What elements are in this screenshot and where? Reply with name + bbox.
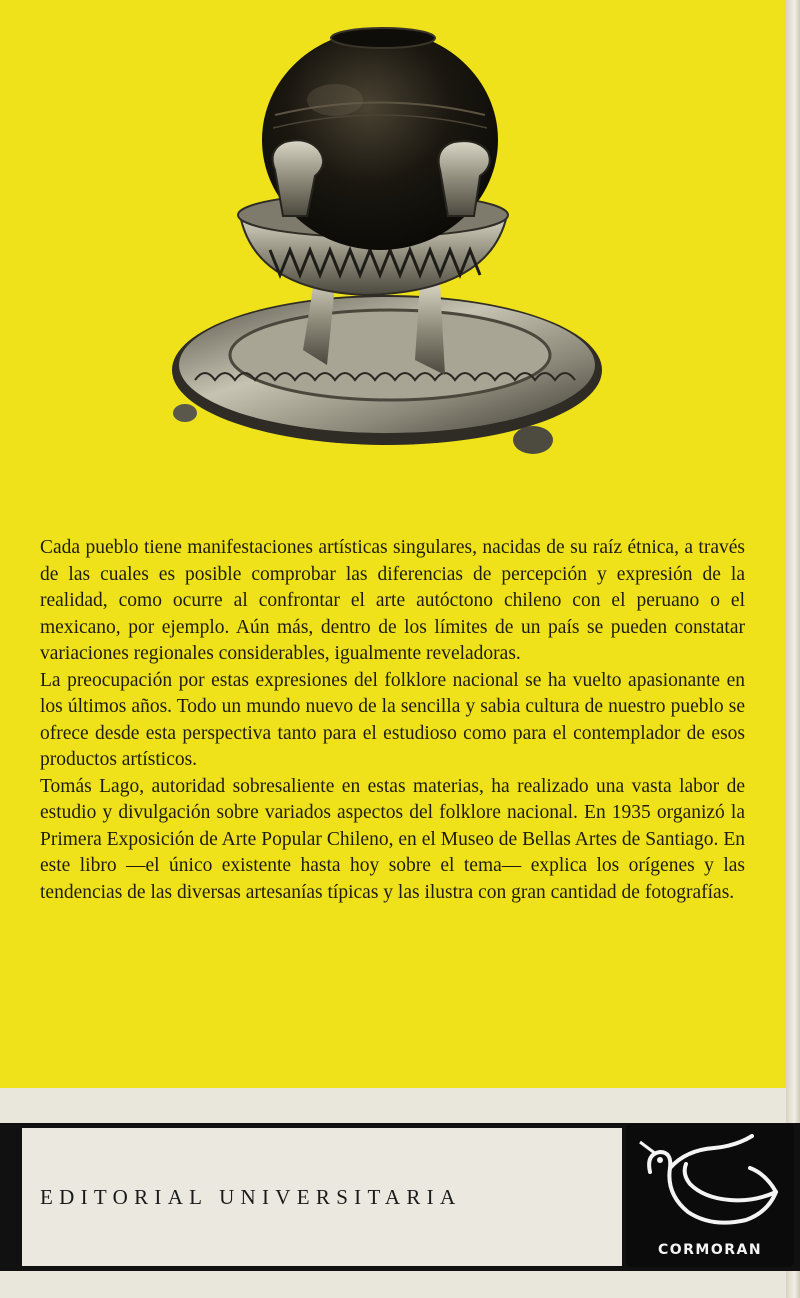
description-paragraph-1: Cada pueblo tiene manifestaciones artísticas singulares, nacidas de su raíz étnica, a través de las cuales es posible comprobar las diferencias de percepción y expresión de la realidad, como ocurre al confrontar el arte autóctono chileno con el peruano o el mexicano, por ejemplo. Aún más, dentro de los límites de un país se pueden constatar variaciones regionales considerables, igualmente reveladoras.	[40, 537, 745, 664]
description-paragraph-2: La preocupación por estas expresiones del folklore nacional se ha vuelto apasionante en los últimos años. Todo un mundo nuevo de la sencilla y sabia cultura de nuestro pueblo se ofrece desde esta perspectiva tanto para el estudioso como para el contemplador de esos productos artísticos.	[40, 669, 745, 770]
description-paragraph-3: Tomás Lago, autoridad sobresaliente en estas materias, ha realizado una vasta labor de estudio y divulgación sobre variados aspectos del folklore nacional. En 1935 organizó la Primera Exposición de Arte Popular Chileno, en el Museo de Bellas Artes de Santiago. En este libro —el único existente hasta hoy sobre el tema— explica los orígenes y las tendencias de las diversas artesanías típicas y las ilustra con gran cantidad de fotografías.	[40, 775, 745, 903]
mate-gourd-photo	[165, 20, 610, 465]
collection-logo-label: CORMORAN	[657, 1242, 763, 1258]
book-description	[40, 535, 745, 906]
publisher-name: EDITORIAL UNIVERSITARIA	[40, 1185, 462, 1209]
book-spine-edge	[786, 0, 800, 1298]
